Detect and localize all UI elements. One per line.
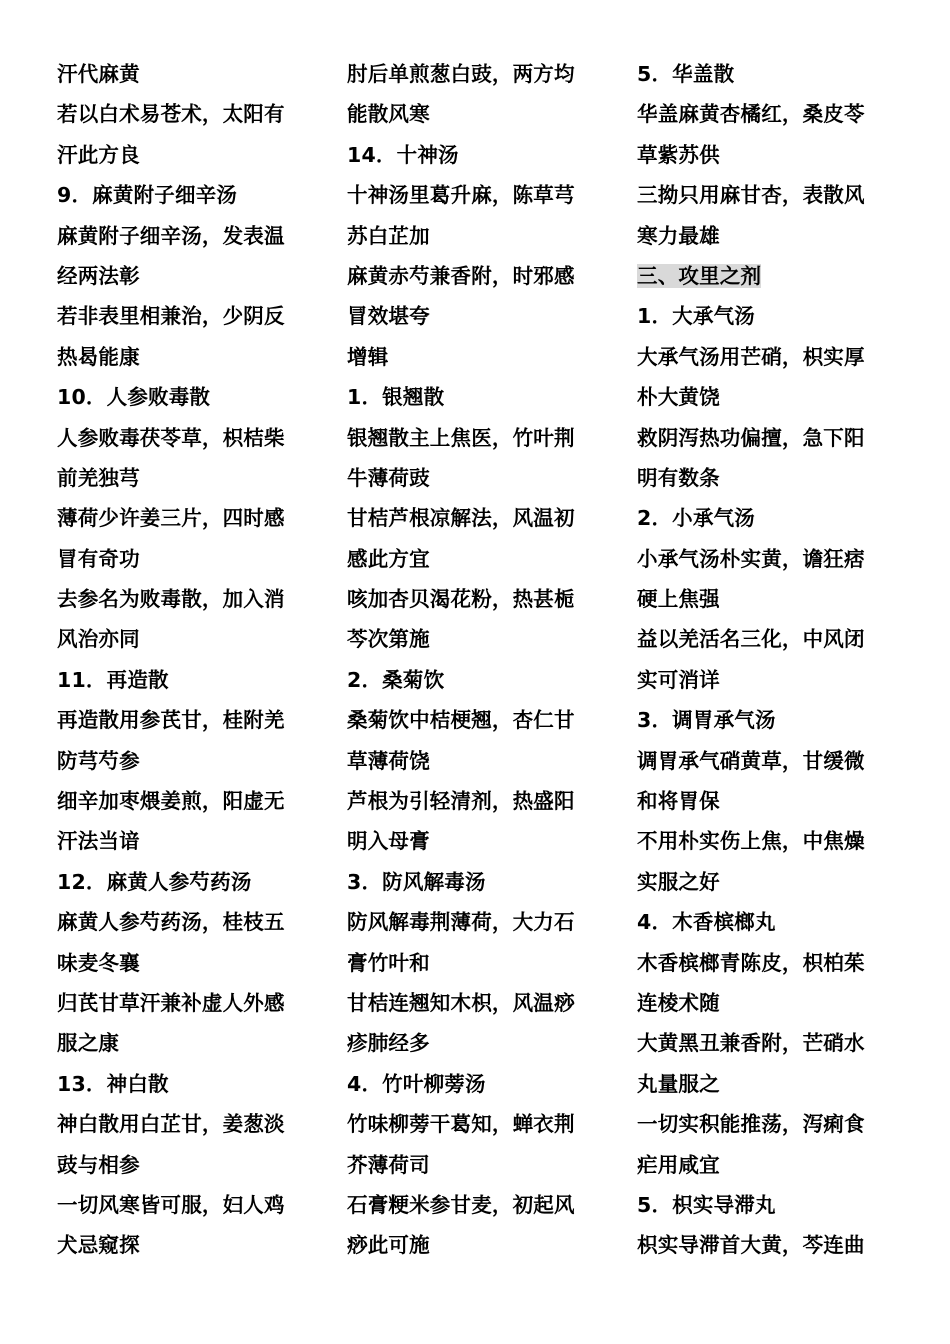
text-line [347, 498, 622, 538]
text-line [637, 579, 912, 619]
text-line [57, 741, 332, 781]
text-line [57, 377, 332, 417]
line-text: 13．神白散 [57, 1071, 169, 1096]
text-line [347, 781, 622, 821]
text-line [57, 902, 332, 942]
line-text: 14．十神汤 [347, 142, 459, 167]
line-text: 小承气汤朴实黄，谵狂痞 [637, 546, 865, 571]
text-line [637, 498, 912, 538]
text-line [347, 418, 622, 458]
text-line [637, 1023, 912, 1063]
text-line [57, 1185, 332, 1225]
line-text: 明入母膏 [347, 829, 430, 854]
text-line [57, 94, 332, 134]
text-line [57, 660, 332, 700]
line-text: 汗法当谙 [57, 829, 140, 854]
text-line [347, 296, 622, 336]
text-line [637, 337, 912, 377]
line-text: 芦根为引轻清剂，热盛阳 [347, 789, 575, 814]
text-line [637, 175, 912, 215]
line-text: 华盖麻黄杏橘红，桑皮苓 [637, 102, 865, 127]
line-text: 草薄荷饶 [347, 748, 430, 773]
line-text: 薄荷少许姜三片，四时感 [57, 506, 285, 531]
line-text: 风治亦同 [57, 627, 140, 652]
text-line [637, 821, 912, 861]
text-line [347, 741, 622, 781]
line-text: 服之康 [57, 1031, 120, 1056]
text-line [637, 1185, 912, 1225]
text-line [57, 821, 332, 861]
text-column-1 [57, 54, 332, 1266]
line-text: 味麦冬襄 [57, 950, 140, 975]
text-line [347, 1104, 622, 1144]
line-text: 再造散用参芪甘，桂附羌 [57, 708, 285, 733]
text-line [637, 1064, 912, 1104]
text-line [347, 175, 622, 215]
text-line [637, 781, 912, 821]
line-text: 芩次第施 [347, 627, 430, 652]
line-text: 硬上焦强 [637, 587, 720, 612]
line-text: 甘桔连翘知木枳，风温痧 [347, 990, 575, 1015]
text-column-3 [637, 54, 912, 1266]
line-text: 能散风寒 [347, 102, 430, 127]
line-text: 麻黄人参芍药汤，桂枝五 [57, 910, 285, 935]
text-line [57, 135, 332, 175]
line-text: 汗此方良 [57, 142, 140, 167]
line-text: 竹味柳蒡干葛知，蝉衣荆 [347, 1112, 575, 1137]
text-line [637, 700, 912, 740]
line-text: 丸量服之 [637, 1071, 720, 1096]
text-line [637, 54, 912, 94]
text-line [57, 862, 332, 902]
line-text: 牛薄荷豉 [347, 465, 430, 490]
line-text: 增辑 [347, 344, 389, 369]
line-text: 冒效堪夸 [347, 304, 430, 329]
text-line [57, 418, 332, 458]
line-text: 3．调胃承气汤 [637, 708, 776, 733]
line-text: 寒力最雄 [637, 223, 720, 248]
line-text: 5．华盖散 [637, 62, 735, 86]
line-text: 若非表里相兼治，少阴反 [57, 304, 285, 329]
section-heading: 三、攻里之剂 [637, 263, 762, 288]
line-text: 芥薄荷司 [347, 1152, 430, 1177]
text-line [57, 781, 332, 821]
line-text: 实服之好 [637, 869, 720, 894]
line-text: 明有数条 [637, 465, 720, 490]
text-line [57, 943, 332, 983]
line-text: 1．大承气汤 [637, 304, 755, 329]
line-text: 连棱术随 [637, 990, 720, 1015]
text-line [57, 983, 332, 1023]
line-text: 防风解毒荆薄荷，大力石 [347, 910, 575, 935]
text-line [347, 54, 622, 94]
text-line [57, 175, 332, 215]
text-line [57, 256, 332, 296]
line-text: 麻黄赤芍兼香附，时邪感 [347, 263, 575, 288]
text-line [637, 660, 912, 700]
text-line [637, 256, 912, 296]
line-text: 11．再造散 [57, 667, 169, 692]
text-line [347, 135, 622, 175]
line-text: 朴大黄饶 [637, 385, 720, 410]
line-text: 5．枳实导滞丸 [637, 1192, 776, 1217]
line-text: 石膏粳米参甘麦，初起风 [347, 1192, 575, 1217]
text-line [347, 458, 622, 498]
text-line [57, 700, 332, 740]
line-text: 不用朴实伤上焦，中焦燥 [637, 829, 865, 854]
line-text: 防芎芍参 [57, 748, 140, 773]
line-text: 9．麻黄附子细辛汤 [57, 183, 238, 208]
text-line [637, 741, 912, 781]
line-text: 犬忌窥探 [57, 1233, 140, 1258]
text-line [57, 54, 332, 94]
line-text: 冒有奇功 [57, 546, 140, 571]
text-line [347, 1225, 622, 1265]
text-line [57, 296, 332, 336]
text-line [637, 862, 912, 902]
text-line [637, 296, 912, 336]
text-line [637, 458, 912, 498]
text-line [637, 619, 912, 659]
line-text: 草紫苏供 [637, 142, 720, 167]
line-text: 益以羌活名三化，中风闭 [637, 627, 865, 652]
text-line [637, 539, 912, 579]
line-text: 一切实积能推荡，泻痢食 [637, 1112, 865, 1137]
text-line [637, 418, 912, 458]
line-text: 麻黄附子细辛汤，发表温 [57, 223, 285, 248]
text-line [347, 619, 622, 659]
text-line [57, 498, 332, 538]
text-line [347, 579, 622, 619]
line-text: 若以白术易苍术，太阳有 [57, 102, 285, 127]
text-line [57, 1064, 332, 1104]
text-line [637, 983, 912, 1023]
line-text: 10．人参败毒散 [57, 385, 211, 410]
line-text: 经两法彰 [57, 263, 140, 288]
line-text: 三拗只用麻甘杏，表散风 [637, 183, 865, 208]
line-text: 苏白芷加 [347, 223, 430, 248]
line-text: 热曷能康 [57, 344, 140, 369]
line-text: 12．麻黄人参芍药汤 [57, 869, 252, 894]
line-text: 2．小承气汤 [637, 506, 755, 531]
text-line [57, 337, 332, 377]
text-line [637, 216, 912, 256]
line-text: 一切风寒皆可服，妇人鸡 [57, 1192, 285, 1217]
text-line [57, 216, 332, 256]
line-text: 桑菊饮中桔梗翘，杏仁甘 [347, 708, 575, 733]
text-line [57, 1145, 332, 1185]
text-line [57, 1104, 332, 1144]
line-text: 大承气汤用芒硝，枳实厚 [637, 344, 865, 369]
line-text: 银翘散主上焦医，竹叶荆 [347, 425, 575, 450]
line-text: 十神汤里葛升麻，陈草芎 [347, 183, 575, 208]
text-line [347, 1023, 622, 1063]
text-line [347, 983, 622, 1023]
line-text: 疹肺经多 [347, 1031, 430, 1056]
text-line [347, 862, 622, 902]
text-line [347, 1185, 622, 1225]
text-line [347, 216, 622, 256]
text-line [347, 337, 622, 377]
text-line [637, 1225, 912, 1265]
line-text: 调胃承气硝黄草，甘缓微 [637, 748, 865, 773]
text-line [347, 821, 622, 861]
line-text: 神白散用白芷甘，姜葱淡 [57, 1112, 285, 1137]
text-line [57, 1225, 332, 1265]
line-text: 前羌独芎 [57, 465, 140, 490]
text-line [347, 256, 622, 296]
line-text: 肘后单煎葱白豉，两方均 [347, 62, 575, 86]
text-line [347, 700, 622, 740]
line-text: 3．防风解毒汤 [347, 869, 486, 894]
line-text: 4．木香槟榔丸 [637, 910, 776, 935]
line-text: 大黄黑丑兼香附，芒硝水 [637, 1031, 865, 1056]
text-line [637, 1145, 912, 1185]
line-text: 去参名为败毒散，加入消 [57, 587, 285, 612]
line-text: 4．竹叶柳蒡汤 [347, 1071, 486, 1096]
line-text: 痧此可施 [347, 1233, 430, 1258]
line-text: 细辛加枣煨姜煎，阳虚无 [57, 789, 285, 814]
text-line [57, 1023, 332, 1063]
line-text: 归芪甘草汗兼补虚人外感 [57, 990, 285, 1015]
line-text: 木香槟榔青陈皮，枳柏茱 [637, 950, 865, 975]
text-line [637, 902, 912, 942]
text-line [57, 539, 332, 579]
text-line [347, 94, 622, 134]
line-text: 实可消详 [637, 667, 720, 692]
line-text: 人参败毒茯苓草，枳桔柴 [57, 425, 285, 450]
text-line [347, 377, 622, 417]
text-line [347, 902, 622, 942]
text-line [347, 660, 622, 700]
text-column-2 [347, 54, 622, 1266]
line-text: 枳实导滞首大黄，芩连曲 [637, 1233, 865, 1258]
text-line [347, 943, 622, 983]
line-text: 救阴泻热功偏擅，急下阳 [637, 425, 865, 450]
text-line [57, 619, 332, 659]
text-line [57, 579, 332, 619]
text-line [637, 377, 912, 417]
text-line [347, 1064, 622, 1104]
text-line [637, 1104, 912, 1144]
text-line [57, 458, 332, 498]
line-text: 疟用咸宜 [637, 1152, 720, 1177]
text-line [637, 943, 912, 983]
text-line [637, 135, 912, 175]
text-line [347, 539, 622, 579]
line-text: 2．桑菊饮 [347, 667, 445, 692]
text-line [347, 1145, 622, 1185]
text-line [637, 94, 912, 134]
line-text: 感此方宜 [347, 546, 430, 571]
line-text: 咳加杏贝渴花粉，热甚栀 [347, 587, 575, 612]
line-text: 和将胃保 [637, 789, 720, 814]
line-text: 甘桔芦根凉解法，风温初 [347, 506, 575, 531]
line-text: 膏竹叶和 [347, 950, 430, 975]
line-text: 豉与相参 [57, 1152, 140, 1177]
line-text: 汗代麻黄 [57, 62, 140, 86]
line-text: 1．银翘散 [347, 385, 445, 410]
